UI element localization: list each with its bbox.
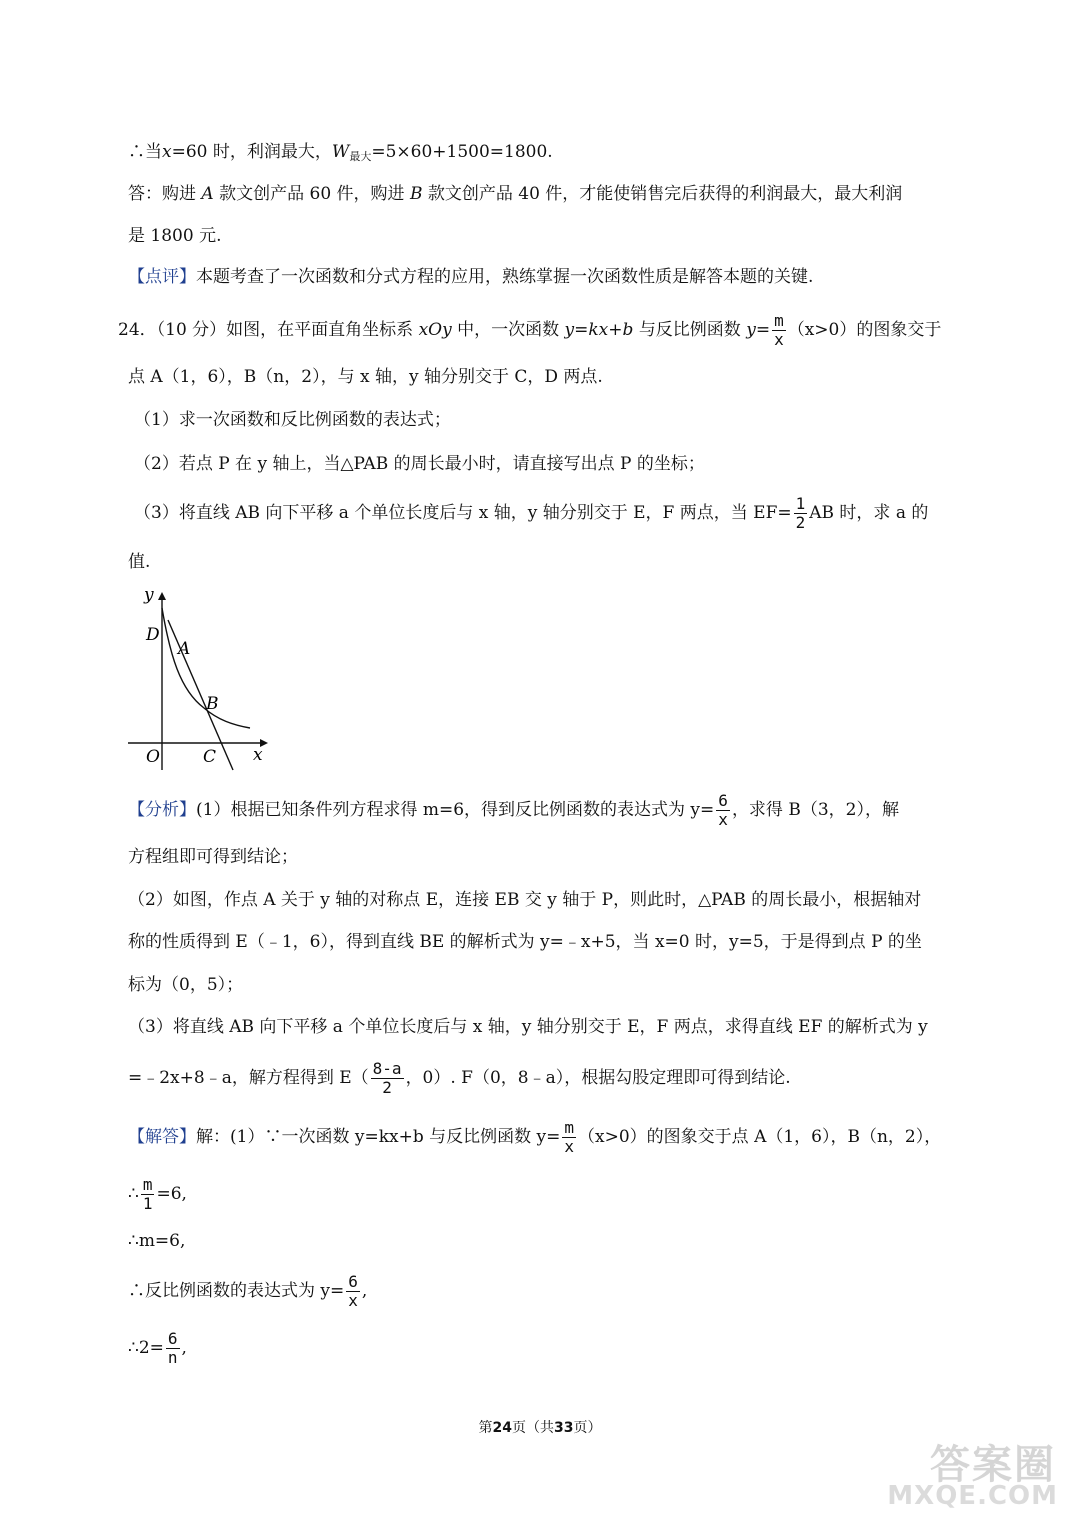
text-line: （3）将直线 AB 向下平移 a 个单位长度后与 x 轴，y 轴分别交于 E，F 两点，求得直线 EF 的解析式为 y <box>128 1017 928 1037</box>
text-line: 值. <box>128 552 151 572</box>
fraction: $\frac{6}{n}$ <box>167 1329 178 1367</box>
text-line: 点 A（1，6），B（n，2），与 x 轴，y 轴分别交于 C，D 两点. <box>128 367 603 387</box>
text-line: 答：购进 A 款文创产品 60 件，购进 B 款文创产品 40 件，才能使销售完后获得的利润最大，最大利润 <box>128 184 903 204</box>
comment-line: 【点评】本题考查了一次函数和分式方程的应用，熟练掌握一次函数性质是解答本题的关键. <box>128 267 814 287</box>
y-axis-arrow <box>158 592 166 600</box>
page-footer: 第24页（共33页） <box>478 1420 602 1436</box>
text-line: 方程组即可得到结论； <box>128 847 298 867</box>
solution-step: ∴ $\frac{m}{1}$ =6, <box>128 1175 187 1213</box>
label-y: y <box>144 585 154 605</box>
sub-question: （2）若点 P 在 y 轴上，当△PAB 的周长最小时，请直接写出点 P 的坐标； <box>134 454 705 474</box>
fraction: $\frac{m}{x}$ <box>564 1118 575 1156</box>
fraction: $\frac{1}{2}$ <box>795 494 806 532</box>
label-c: C <box>203 747 217 767</box>
question-title: 24．（10 分）如图，在平面直角坐标系 xOy 中，一次函数 y=kx+b 与反比例函数 y= $\frac{m}{x}$ （x>0）的图象交于 <box>118 311 942 349</box>
analysis-tag: 【分析】 <box>128 800 196 820</box>
comment-tag: 【点评】 <box>128 267 196 287</box>
solution-step: ∴2= $\frac{6}{n}$ , <box>128 1329 187 1367</box>
page-number: 24 <box>492 1420 512 1436</box>
text-line: ∴当x=60 时，利润最大，$W_{最大}=5\times 60+1500=1800$. <box>128 142 553 163</box>
solution-line: 【解答】解：(1）∵一次函数 y=kx+b 与反比例函数 y= $\frac{m}{x}$ （x>0）的图象交于点 A（1，6），B（n，2）， <box>128 1118 942 1156</box>
label-d: D <box>146 625 160 645</box>
text-line: 是 1800 元. <box>128 226 222 246</box>
analysis-line: 【分析】(1）根据已知条件列方程求得 m=6，得到反比例函数的表达式为 y= $\frac{6}{x}$ ，求得 B（3，2），解 <box>128 791 899 829</box>
solution-tag: 【解答】 <box>128 1127 196 1147</box>
text-line: （2）如图，作点 A 关于 y 轴的对称点 E，连接 EB 交 y 轴于 P，则此时，△PAB 的周长最小，根据轴对 <box>128 890 922 910</box>
coordinate-figure <box>118 580 278 775</box>
text-line: =﹣2x+8﹣a，解方程得到 E（ $\frac{8-a}{2}$ ，0）. F（0，8﹣a），根据勾股定理即可得到结论. <box>128 1059 791 1097</box>
sub-question: （3）将直线 AB 向下平移 a 个单位长度后与 x 轴，y 轴分别交于 E，F 两点，当 EF= $\frac{1}{2}$ AB 时，求 a 的 <box>134 494 929 532</box>
text-line: 称的性质得到 E（﹣1，6），得到直线 BE 的解析式为 y=﹣x+5，当 x=0 时，y=5，于是得到点 P 的坐 <box>128 932 922 952</box>
solution-step: ∴反比例函数的表达式为 y= $\frac{6}{x}$ , <box>128 1272 368 1310</box>
fraction: $\frac{m}{x}$ <box>774 311 784 349</box>
solution-step: ∴m=6, <box>128 1231 186 1251</box>
fraction: $\frac{m}{1}$ <box>142 1175 153 1213</box>
total-pages: 33 <box>554 1420 574 1436</box>
label-b: B <box>206 694 219 714</box>
watermark-logo: 答案圈 MXQE.COM <box>887 1442 1058 1511</box>
fraction: $\frac{6}{x}$ <box>348 1272 358 1310</box>
fraction: $\frac{8-a}{2}$ <box>372 1059 402 1097</box>
label-a: A <box>178 639 191 659</box>
sub-question: （1）求一次函数和反比例函数的表达式； <box>134 410 451 430</box>
fraction: $\frac{6}{x}$ <box>718 791 728 829</box>
text-line: 标为（0，5）； <box>128 975 244 995</box>
label-o: O <box>146 747 160 767</box>
label-x: x <box>253 745 263 765</box>
